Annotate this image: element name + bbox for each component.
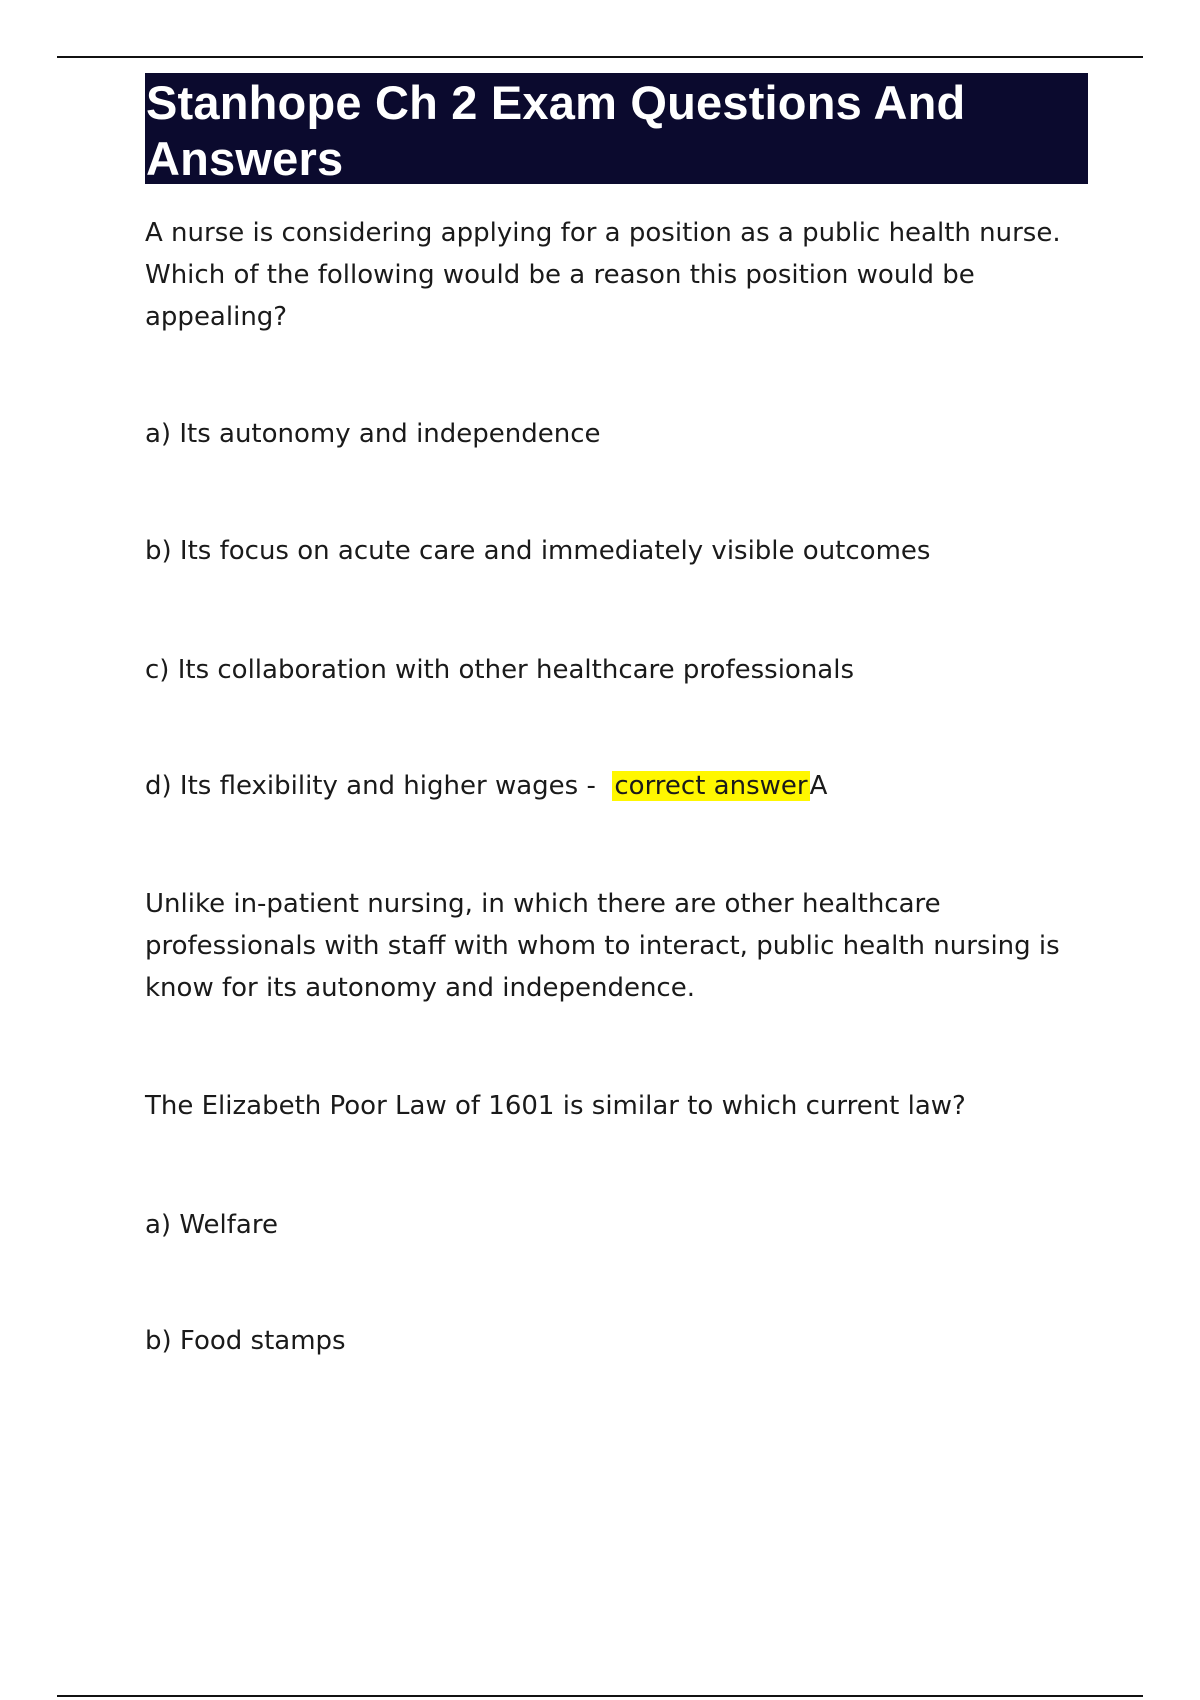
correct-answer-value: A [809, 771, 828, 801]
question-2-prompt: The Elizabeth Poor Law of 1601 is similar to which current law? [145, 1091, 966, 1121]
title-banner [145, 73, 1088, 184]
question-1-rationale: Unlike in-patient nursing, in which there are other healthcare professionals with staff with whom to interact, public health nursing is know for its autonomy and independence. [145, 889, 1060, 1003]
question-1-option-a: a) Its autonomy and independence [145, 419, 601, 449]
document-title: Stanhope Ch 2 Exam Questions And Answers [146, 76, 966, 185]
bottom-rule [57, 1695, 1143, 1697]
question-1-option-d-line [145, 765, 1075, 807]
question-2-option-b: b) Food stamps [145, 1326, 346, 1356]
question-1-option-b: b) Its focus on acute care and immediately visible outcomes [145, 536, 931, 566]
question-2-option-a: a) Welfare [145, 1210, 278, 1240]
question-1-prompt: A nurse is considering applying for a position as a public health nurse. Which of the following would be a reason this position would be appealing? [145, 218, 1061, 332]
top-rule [57, 56, 1143, 58]
question-1-option-c: c) Its collaboration with other healthcare professionals [145, 655, 855, 685]
question-1-option-d: d) Its flexibility and higher wages - [145, 771, 596, 801]
correct-answer-label: correct answer [614, 771, 808, 801]
